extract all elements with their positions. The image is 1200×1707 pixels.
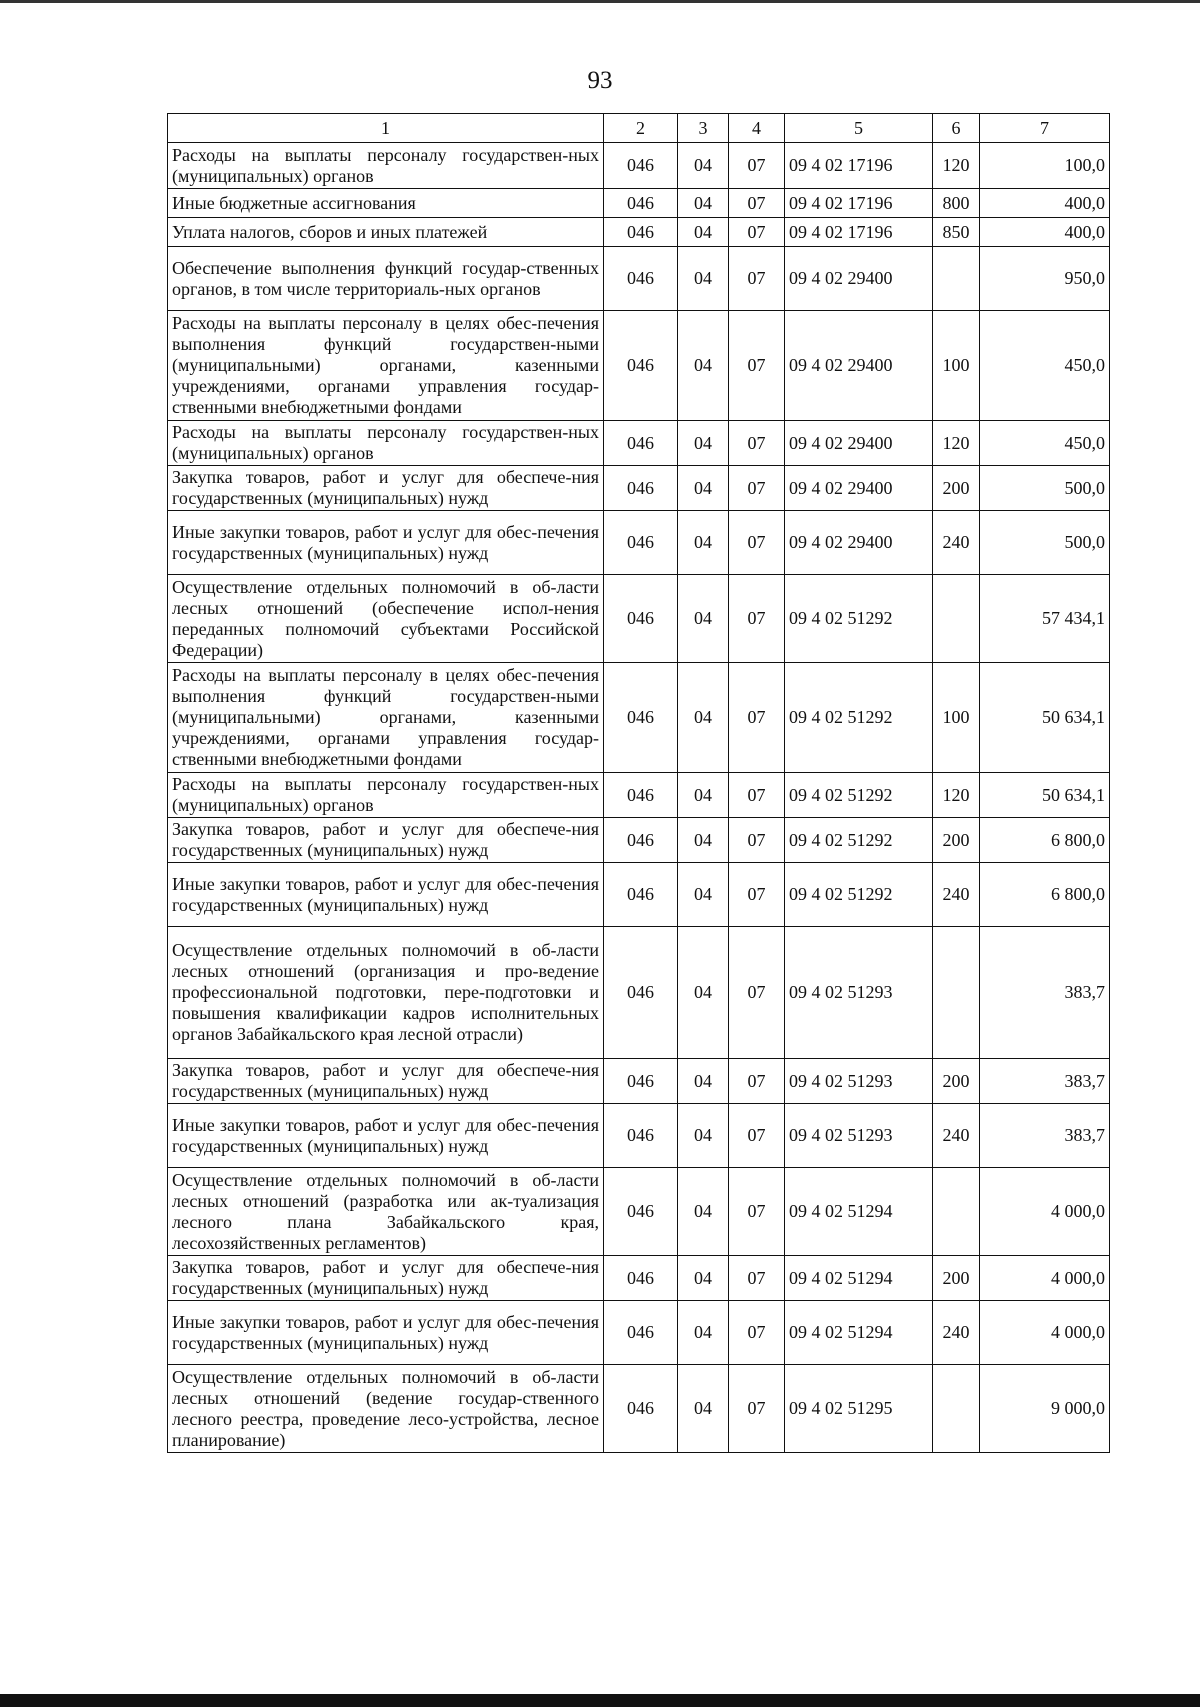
expense-type-code bbox=[933, 247, 980, 311]
subsection-code: 07 bbox=[729, 218, 785, 247]
subsection-code: 07 bbox=[729, 511, 785, 575]
ministry-code: 046 bbox=[604, 421, 678, 466]
section-code: 04 bbox=[678, 511, 729, 575]
ministry-code: 046 bbox=[604, 1301, 678, 1365]
amount: 500,0 bbox=[980, 466, 1110, 511]
section-code: 04 bbox=[678, 773, 729, 818]
row-description: Расходы на выплаты персоналу государствен-ных (муниципальных) органов bbox=[168, 143, 604, 189]
bottom-scan-band bbox=[0, 1694, 1200, 1707]
table-row bbox=[168, 1168, 1110, 1256]
subsection-code: 07 bbox=[729, 1059, 785, 1104]
row-description: Иные закупки товаров, работ и услуг для обес-печения государственных (муниципальных) нужд bbox=[168, 1104, 604, 1168]
section-code: 04 bbox=[678, 1365, 729, 1453]
expense-type-code: 100 bbox=[933, 311, 980, 421]
table-row bbox=[168, 927, 1110, 1059]
expense-type-code: 240 bbox=[933, 1301, 980, 1365]
row-description: Осуществление отдельных полномочий в об-ласти лесных отношений (ведение государ-ственного лесного реестра, проведение лесо-устройства, лесное планирование) bbox=[168, 1365, 604, 1453]
expense-type-code: 120 bbox=[933, 773, 980, 818]
ministry-code: 046 bbox=[604, 1059, 678, 1104]
table-row bbox=[168, 511, 1110, 575]
expense-type-code: 240 bbox=[933, 1104, 980, 1168]
amount: 400,0 bbox=[980, 189, 1110, 218]
target-article-code: 09 4 02 29400 bbox=[785, 311, 933, 421]
ministry-code: 046 bbox=[604, 189, 678, 218]
amount: 6 800,0 bbox=[980, 818, 1110, 863]
amount: 383,7 bbox=[980, 1059, 1110, 1104]
amount: 50 634,1 bbox=[980, 773, 1110, 818]
amount: 450,0 bbox=[980, 421, 1110, 466]
target-article-code: 09 4 02 51293 bbox=[785, 1104, 933, 1168]
subsection-code: 07 bbox=[729, 575, 785, 663]
table-row bbox=[168, 247, 1110, 311]
target-article-code: 09 4 02 51294 bbox=[785, 1301, 933, 1365]
amount: 100,0 bbox=[980, 143, 1110, 189]
section-code: 04 bbox=[678, 1256, 729, 1301]
target-article-code: 09 4 02 29400 bbox=[785, 466, 933, 511]
ministry-code: 046 bbox=[604, 818, 678, 863]
row-description: Иные закупки товаров, работ и услуг для обес-печения государственных (муниципальных) нужд bbox=[168, 1301, 604, 1365]
expense-type-code bbox=[933, 575, 980, 663]
table-row bbox=[168, 663, 1110, 773]
budget-table bbox=[167, 113, 1110, 1453]
target-article-code: 09 4 02 29400 bbox=[785, 421, 933, 466]
ministry-code: 046 bbox=[604, 466, 678, 511]
target-article-code: 09 4 02 51293 bbox=[785, 1059, 933, 1104]
target-article-code: 09 4 02 51292 bbox=[785, 773, 933, 818]
amount: 500,0 bbox=[980, 511, 1110, 575]
subsection-code: 07 bbox=[729, 421, 785, 466]
ministry-code: 046 bbox=[604, 143, 678, 189]
table-row bbox=[168, 1104, 1110, 1168]
expense-type-code: 240 bbox=[933, 511, 980, 575]
subsection-code: 07 bbox=[729, 1168, 785, 1256]
target-article-code: 09 4 02 29400 bbox=[785, 247, 933, 311]
expense-type-code: 200 bbox=[933, 818, 980, 863]
row-description: Закупка товаров, работ и услуг для обеспече-ния государственных (муниципальных) нужд bbox=[168, 466, 604, 511]
amount: 450,0 bbox=[980, 311, 1110, 421]
row-description: Расходы на выплаты персоналу в целях обес-печения выполнения функций государствен-ными (муниципальными) органами, казенными учреждениями, органами управления государ-ственными внебюджетными фондами bbox=[168, 311, 604, 421]
ministry-code: 046 bbox=[604, 1168, 678, 1256]
column-header-2: 2 bbox=[604, 114, 678, 143]
row-description: Закупка товаров, работ и услуг для обеспече-ния государственных (муниципальных) нужд bbox=[168, 1059, 604, 1104]
target-article-code: 09 4 02 51292 bbox=[785, 663, 933, 773]
row-description: Расходы на выплаты персоналу в целях обес-печения выполнения функций государствен-ными (муниципальными) органами, казенными учреждениями, органами управления государ-ственными внебюджетными фондами bbox=[168, 663, 604, 773]
ministry-code: 046 bbox=[604, 511, 678, 575]
expense-type-code: 800 bbox=[933, 189, 980, 218]
table-row bbox=[168, 466, 1110, 511]
subsection-code: 07 bbox=[729, 1301, 785, 1365]
target-article-code: 09 4 02 17196 bbox=[785, 143, 933, 189]
subsection-code: 07 bbox=[729, 773, 785, 818]
row-description: Обеспечение выполнения функций государ-ственных органов, в том числе территориаль-ных органов bbox=[168, 247, 604, 311]
target-article-code: 09 4 02 17196 bbox=[785, 218, 933, 247]
expense-type-code bbox=[933, 1365, 980, 1453]
expense-type-code bbox=[933, 927, 980, 1059]
section-code: 04 bbox=[678, 189, 729, 218]
top-scan-rule bbox=[0, 0, 1200, 3]
target-article-code: 09 4 02 51294 bbox=[785, 1256, 933, 1301]
row-description: Уплата налогов, сборов и иных платежей bbox=[168, 218, 604, 247]
ministry-code: 046 bbox=[604, 863, 678, 927]
subsection-code: 07 bbox=[729, 663, 785, 773]
table-row bbox=[168, 863, 1110, 927]
expense-type-code: 200 bbox=[933, 1256, 980, 1301]
amount: 383,7 bbox=[980, 927, 1110, 1059]
section-code: 04 bbox=[678, 863, 729, 927]
amount: 950,0 bbox=[980, 247, 1110, 311]
target-article-code: 09 4 02 51292 bbox=[785, 863, 933, 927]
ministry-code: 046 bbox=[604, 1256, 678, 1301]
amount: 4 000,0 bbox=[980, 1301, 1110, 1365]
table-row bbox=[168, 1365, 1110, 1453]
amount: 57 434,1 bbox=[980, 575, 1110, 663]
section-code: 04 bbox=[678, 927, 729, 1059]
target-article-code: 09 4 02 51292 bbox=[785, 818, 933, 863]
section-code: 04 bbox=[678, 1104, 729, 1168]
amount: 50 634,1 bbox=[980, 663, 1110, 773]
section-code: 04 bbox=[678, 663, 729, 773]
subsection-code: 07 bbox=[729, 311, 785, 421]
row-description: Расходы на выплаты персоналу государствен-ных (муниципальных) органов bbox=[168, 421, 604, 466]
section-code: 04 bbox=[678, 1059, 729, 1104]
ministry-code: 046 bbox=[604, 218, 678, 247]
table-body bbox=[168, 143, 1110, 1453]
row-description: Расходы на выплаты персоналу государствен-ных (муниципальных) органов bbox=[168, 773, 604, 818]
subsection-code: 07 bbox=[729, 863, 785, 927]
row-description: Иные бюджетные ассигнования bbox=[168, 189, 604, 218]
row-description: Закупка товаров, работ и услуг для обеспече-ния государственных (муниципальных) нужд bbox=[168, 1256, 604, 1301]
section-code: 04 bbox=[678, 218, 729, 247]
subsection-code: 07 bbox=[729, 1256, 785, 1301]
subsection-code: 07 bbox=[729, 143, 785, 189]
table-row bbox=[168, 421, 1110, 466]
header-row bbox=[168, 114, 1110, 143]
target-article-code: 09 4 02 17196 bbox=[785, 189, 933, 218]
ministry-code: 046 bbox=[604, 1104, 678, 1168]
table-row bbox=[168, 773, 1110, 818]
ministry-code: 046 bbox=[604, 575, 678, 663]
subsection-code: 07 bbox=[729, 1104, 785, 1168]
amount: 400,0 bbox=[980, 218, 1110, 247]
column-header-5: 5 bbox=[785, 114, 933, 143]
table-row bbox=[168, 575, 1110, 663]
section-code: 04 bbox=[678, 143, 729, 189]
section-code: 04 bbox=[678, 466, 729, 511]
column-header-7: 7 bbox=[980, 114, 1110, 143]
page-number: 93 bbox=[587, 67, 613, 94]
subsection-code: 07 bbox=[729, 818, 785, 863]
expense-type-code: 100 bbox=[933, 663, 980, 773]
column-header-4: 4 bbox=[729, 114, 785, 143]
column-header-3: 3 bbox=[678, 114, 729, 143]
amount: 9 000,0 bbox=[980, 1365, 1110, 1453]
table-row bbox=[168, 311, 1110, 421]
section-code: 04 bbox=[678, 1301, 729, 1365]
row-description: Осуществление отдельных полномочий в об-ласти лесных отношений (обеспечение испол-нения переданных полномочий субъектами Российской Федерации) bbox=[168, 575, 604, 663]
ministry-code: 046 bbox=[604, 663, 678, 773]
section-code: 04 bbox=[678, 421, 729, 466]
ministry-code: 046 bbox=[604, 1365, 678, 1453]
ministry-code: 046 bbox=[604, 311, 678, 421]
amount: 383,7 bbox=[980, 1104, 1110, 1168]
target-article-code: 09 4 02 29400 bbox=[785, 511, 933, 575]
row-description: Иные закупки товаров, работ и услуг для обес-печения государственных (муниципальных) нужд bbox=[168, 511, 604, 575]
row-description: Осуществление отдельных полномочий в об-ласти лесных отношений (разработка или ак-туализация лесного плана Забайкальского края, лесохозяйственных регламентов) bbox=[168, 1168, 604, 1256]
expense-type-code: 850 bbox=[933, 218, 980, 247]
amount: 4 000,0 bbox=[980, 1256, 1110, 1301]
table-row bbox=[168, 218, 1110, 247]
table-row bbox=[168, 1059, 1110, 1104]
subsection-code: 07 bbox=[729, 466, 785, 511]
table-row bbox=[168, 818, 1110, 863]
target-article-code: 09 4 02 51293 bbox=[785, 927, 933, 1059]
table-row bbox=[168, 1301, 1110, 1365]
row-description: Закупка товаров, работ и услуг для обеспече-ния государственных (муниципальных) нужд bbox=[168, 818, 604, 863]
section-code: 04 bbox=[678, 818, 729, 863]
row-description: Иные закупки товаров, работ и услуг для обес-печения государственных (муниципальных) нужд bbox=[168, 863, 604, 927]
expense-type-code: 120 bbox=[933, 421, 980, 466]
section-code: 04 bbox=[678, 575, 729, 663]
column-header-1: 1 bbox=[168, 114, 604, 143]
table-row bbox=[168, 1256, 1110, 1301]
ministry-code: 046 bbox=[604, 247, 678, 311]
target-article-code: 09 4 02 51292 bbox=[785, 575, 933, 663]
expense-type-code: 200 bbox=[933, 1059, 980, 1104]
section-code: 04 bbox=[678, 311, 729, 421]
section-code: 04 bbox=[678, 247, 729, 311]
ministry-code: 046 bbox=[604, 773, 678, 818]
column-header-6: 6 bbox=[933, 114, 980, 143]
target-article-code: 09 4 02 51294 bbox=[785, 1168, 933, 1256]
subsection-code: 07 bbox=[729, 1365, 785, 1453]
expense-type-code bbox=[933, 1168, 980, 1256]
table-row bbox=[168, 143, 1110, 189]
subsection-code: 07 bbox=[729, 189, 785, 218]
expense-type-code: 200 bbox=[933, 466, 980, 511]
section-code: 04 bbox=[678, 1168, 729, 1256]
expense-type-code: 240 bbox=[933, 863, 980, 927]
table-row bbox=[168, 189, 1110, 218]
amount: 6 800,0 bbox=[980, 863, 1110, 927]
target-article-code: 09 4 02 51295 bbox=[785, 1365, 933, 1453]
row-description: Осуществление отдельных полномочий в об-ласти лесных отношений (организация и про-ведение профессиональной подготовки, пере-подготовки и повышения квалификации кадров исполнительных органов Забайкальского края лесной отрасли) bbox=[168, 927, 604, 1059]
ministry-code: 046 bbox=[604, 927, 678, 1059]
subsection-code: 07 bbox=[729, 927, 785, 1059]
amount: 4 000,0 bbox=[980, 1168, 1110, 1256]
subsection-code: 07 bbox=[729, 247, 785, 311]
expense-type-code: 120 bbox=[933, 143, 980, 189]
